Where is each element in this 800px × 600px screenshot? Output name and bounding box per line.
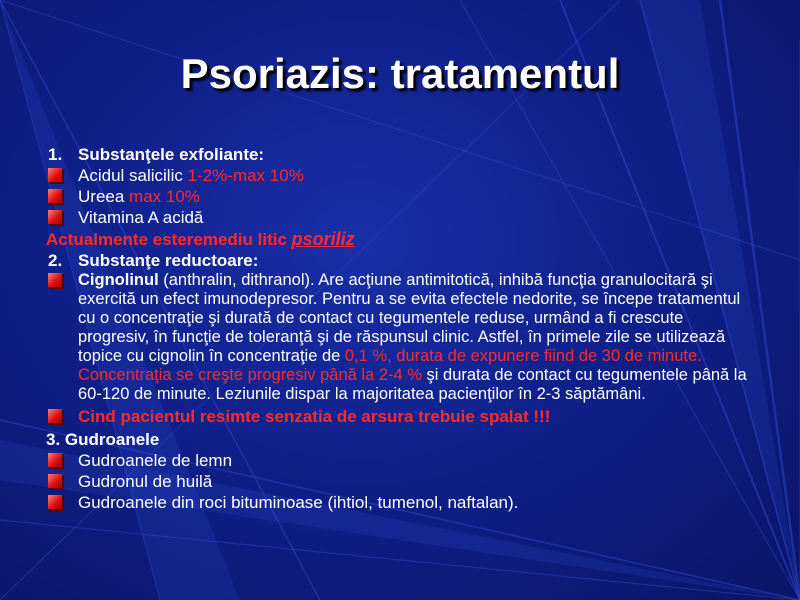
section-label: Substanţele exfoliante: — [78, 145, 265, 164]
section-heading-tars: 3. Gudroanele — [46, 430, 160, 449]
psoriliz-link[interactable]: psoriliz — [291, 229, 355, 249]
item-text: Gudroanele din roci bituminoase (ihtiol, tumenol, naftalan). — [78, 493, 519, 512]
list-item — [48, 450, 758, 471]
bullet-square-icon — [48, 210, 62, 224]
cignolin-highlight: 0,1 %, durata de expunere fiind de 30 de minute. Concentraţia se creşte progresiv până la 2-4 % — [78, 347, 702, 384]
bullet-square-icon — [48, 409, 62, 423]
bullet-square-icon — [48, 495, 62, 509]
bullet-square-icon — [48, 168, 62, 182]
bullet-square-icon — [48, 273, 62, 287]
item-text: Gudroanele de lemn — [78, 451, 233, 470]
section-number: 2. — [48, 251, 63, 270]
item-text: Ureea — [78, 187, 130, 206]
cignolin-text-end: şi durata de contact cu tegumentele până la 60-120 de minute. Leziunile dispar la majoritatea pacienţilor în 2-3 săptămâni. — [78, 366, 747, 403]
section-heading-reducers — [48, 250, 758, 271]
section-number: 1. — [48, 145, 63, 164]
item-text: Acidul salicilic — [78, 166, 188, 185]
item-highlight: max 10% — [129, 187, 200, 206]
item-text: Vitamina A acidă — [78, 208, 204, 227]
cignolin-name: Cignolinul — [78, 271, 159, 289]
list-item — [48, 165, 758, 186]
slide-title: Psoriazis: tratamentul — [180, 50, 620, 97]
list-item — [48, 186, 758, 207]
warning-text: Cind pacientul resimte senzatia de arsura trebuie spalat !!! — [78, 407, 551, 426]
item-highlight: 1-2%-max 10% — [187, 166, 304, 185]
slide-content — [48, 144, 758, 513]
list-item — [48, 207, 758, 228]
list-item — [48, 471, 758, 492]
list-item — [48, 492, 758, 513]
cignolin-paragraph — [48, 271, 758, 404]
warning-item — [48, 406, 758, 427]
bullet-square-icon — [48, 453, 62, 467]
bullet-square-icon — [48, 474, 62, 488]
item-text: Gudronul de huilă — [78, 472, 213, 491]
cignolin-text: (anthralin, dithranol). Are acţiune antimitotică, inhibă funcţia granulocitară şi exercită un efect imunodepresor. Pentru a se evita efectele nedorite, se începe tratamentul cu o concentraţie şi durată de contact cu tegumentele reduse, urmând a fi crescute progresiv, în funcţie de toleranţă şi de răspunsul clinic. Astfel, în primele zile se utilizează topice cu cignolin în concentraţie de — [78, 271, 741, 365]
section-label: Substanţe reductoare: — [78, 251, 259, 270]
bullet-square-icon — [48, 189, 62, 203]
remedy-note — [46, 229, 758, 250]
section-heading-exfoliants — [48, 144, 758, 165]
note-text: Actualmente esteremediu litic — [46, 230, 292, 249]
